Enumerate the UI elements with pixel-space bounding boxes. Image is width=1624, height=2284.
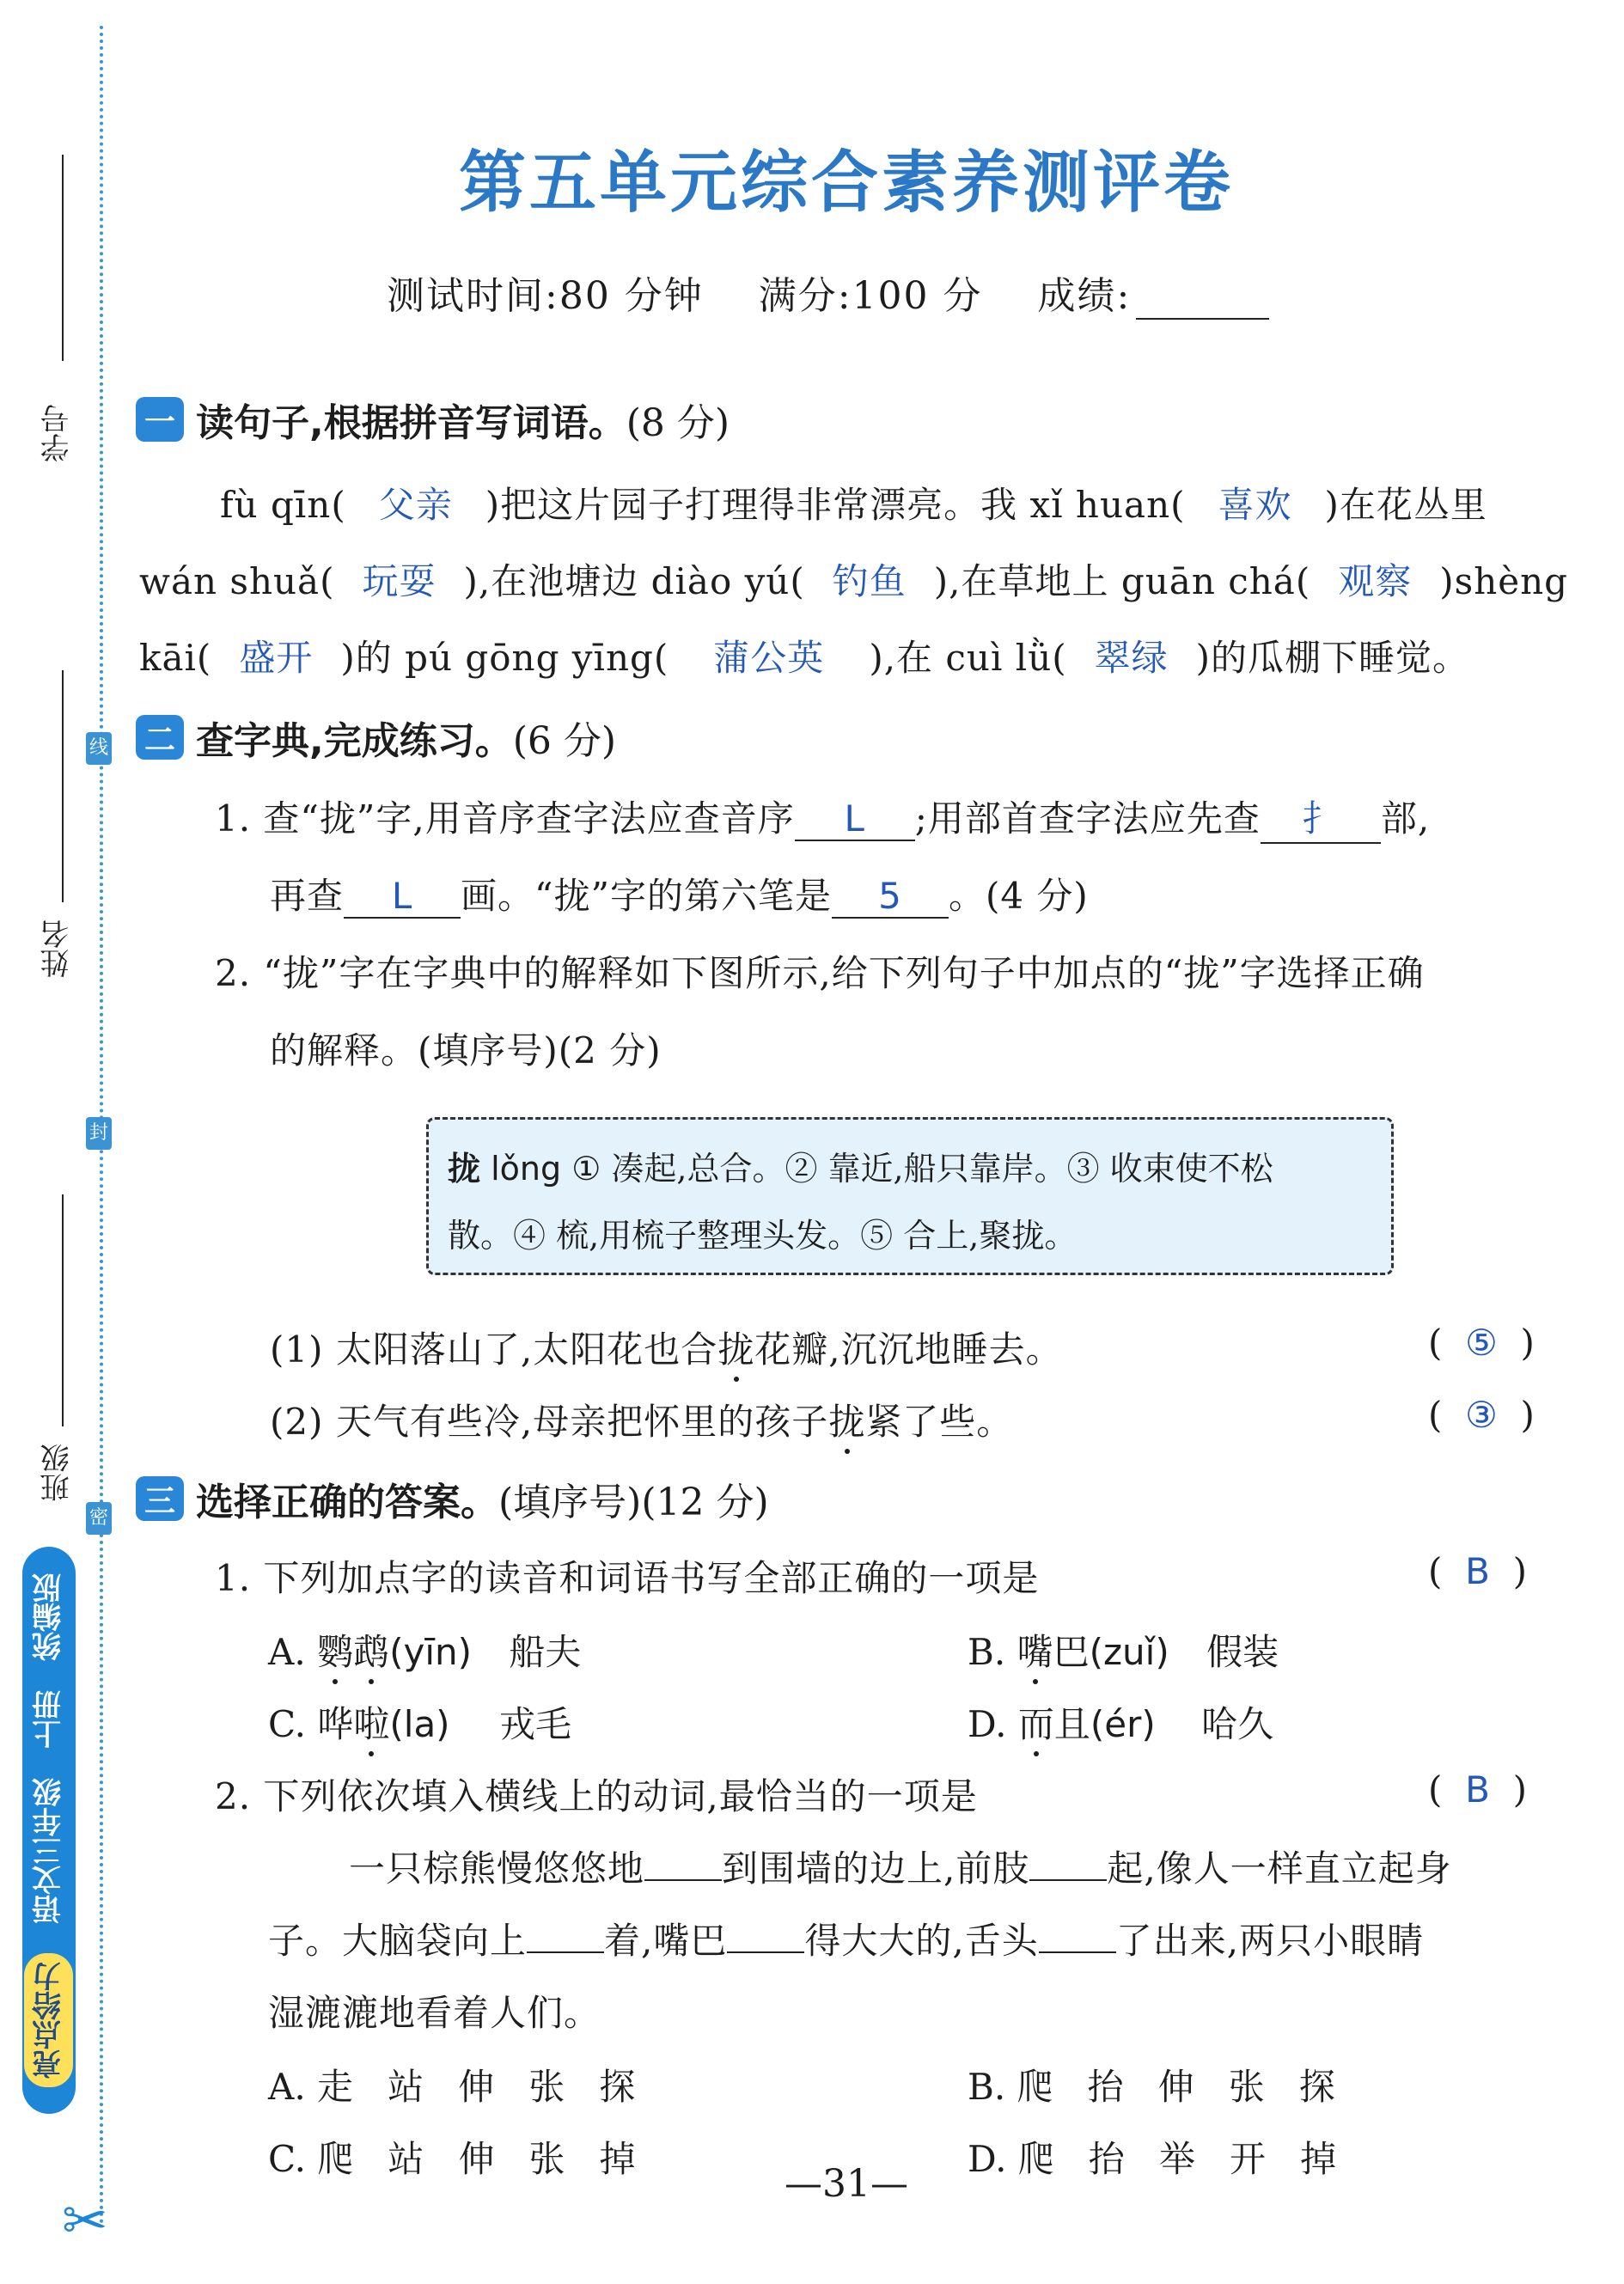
s3-q1-c-pinyin: (la) — [389, 1703, 450, 1745]
section-1-points: (8 分) — [626, 401, 730, 445]
name-line — [62, 670, 64, 902]
s2-q1-text-b: ;用部首查字法应先查 — [914, 797, 1261, 840]
s3-q2-passage-line-1 — [349, 1841, 1452, 1892]
s1-l2-text-b: ),在池塘边 diào yú( — [463, 560, 805, 602]
test-info-text: 测试时间:80 分钟 满分:100 分 成绩: — [387, 274, 1132, 318]
s3-q2-p1-text-b: 到围墙的边上,前肢 — [722, 1847, 1030, 1890]
s3-q2-passage-line-3: 湿漉漉地看着人们。 — [268, 1992, 601, 2034]
s2-q1-text-e: 画。“拢”字的第六笔是 — [461, 875, 832, 917]
s2-sub1-answer: ⑤ — [1465, 1322, 1498, 1364]
dict-meanings-1: ① 凑起,总合。② 靠近,船只靠岸。③ 收束使不松 — [571, 1150, 1273, 1188]
s1-l3-text-c: ),在 cuì lǜ( — [869, 637, 1067, 679]
scissors-icon: ✂ — [62, 2189, 108, 2253]
s3-q1-option-d — [968, 1696, 1273, 1748]
s3-q2-p2-text-a: 子。大脑袋向上 — [268, 1920, 528, 1962]
dictionary-entry-box — [426, 1117, 1394, 1275]
dict-meanings-2: 散。④ 梳,用梳子整理头发。⑤ 合上,聚拢。 — [448, 1217, 1078, 1255]
student-id-line — [62, 155, 64, 361]
section-3-points: (填序号)(12 分) — [498, 1481, 769, 1524]
s3-q1-d-char2: 且 — [1053, 1703, 1090, 1745]
s2-q1-answer-bushou: 扌 — [1261, 791, 1381, 844]
s3-q2-blank-2 — [1029, 1845, 1107, 1881]
s1-answer-wanshua: 玩耍 — [362, 560, 437, 602]
s3-q1-b-char2: 巴 — [1053, 1631, 1090, 1673]
s2-q1-text-d: 再查 — [270, 875, 345, 917]
s1-l1-text-a: fù qīn( — [220, 484, 346, 526]
s3-q1-b-label: B. — [968, 1631, 1006, 1673]
s3-q2-option-b: B. 爬 抬 伸 张 探 — [968, 2066, 1335, 2108]
s2-sub2-answer: ③ — [1465, 1394, 1498, 1436]
section-2-number: 二 — [136, 715, 184, 760]
test-info — [387, 265, 1269, 320]
s1-answer-diaoyu: 钓鱼 — [832, 560, 907, 602]
s3-q1-b-word: 假装 — [1206, 1631, 1279, 1673]
s1-answer-cuilv: 翠绿 — [1094, 637, 1169, 679]
brand-label: 亮点给力 — [25, 1953, 74, 2087]
s3-q1-d-pinyin: (ér) — [1090, 1703, 1156, 1745]
section-2-title: 查字典,完成练习。 — [196, 719, 513, 763]
s1-l2-text-c: ),在草地上 guān chá( — [933, 560, 1311, 602]
edition-version: 统编版 — [32, 1573, 67, 1661]
page-number: —31— — [785, 2162, 908, 2206]
s1-l1-text-c: )在花丛里 — [1324, 484, 1487, 526]
edition-grade: 语文三年级 — [32, 1778, 67, 1924]
s1-l1-text-b: )把这片园子打理得非常漂亮。我 xǐ huan( — [485, 484, 1186, 526]
s1-answer-fuqin: 父亲 — [378, 484, 453, 526]
edition-badge — [22, 1547, 76, 2114]
s1-answer-guancha: 观察 — [1338, 560, 1413, 602]
dict-pinyin: lǒng — [491, 1150, 562, 1188]
s2-sub2-text-a: (2) 天气有些冷,母亲把怀里的孩子 — [270, 1401, 829, 1443]
edition-volume: 上册 — [32, 1690, 67, 1749]
s3-q2-answer: B — [1465, 1768, 1490, 1811]
s2-sub1-answer-bracket: ( ⑤ ) — [1428, 1322, 1535, 1364]
s3-q1-option-b — [968, 1624, 1279, 1676]
s3-q1-c-label: C. — [268, 1703, 306, 1745]
s3-q1-a-pinyin: (yīn) — [389, 1631, 472, 1673]
s1-line-3 — [139, 630, 1469, 681]
bind-mark-seal: 封 — [86, 1117, 112, 1150]
s2-sub-2 — [270, 1394, 1013, 1445]
s3-q2-blank-5 — [1039, 1917, 1116, 1953]
s3-q1-answer: B — [1465, 1550, 1490, 1592]
s3-q1-c-word: 戎毛 — [498, 1703, 571, 1745]
s2-q1-line-2 — [270, 868, 1089, 919]
s3-q1-c-char1: 哗 — [317, 1703, 354, 1745]
s3-q2-p2-text-d: 了出来,两只小眼睛 — [1115, 1920, 1425, 1962]
s3-q1-option-c — [268, 1696, 571, 1748]
class-line — [62, 1194, 64, 1426]
s2-q2-line-1: 2. “拢”字在字典中的解释如下图所示,给下列句子中加点的“拢”字选择正确 — [215, 952, 1425, 994]
s3-q1-d-label: D. — [968, 1703, 1007, 1745]
score-blank — [1136, 284, 1269, 320]
name-label: 姓名 — [40, 919, 75, 978]
s1-l3-text-a: kāi( — [139, 637, 212, 679]
s2-q1-text-f: 。(4 分) — [948, 875, 1089, 917]
s1-answer-xihuan: 喜欢 — [1218, 484, 1292, 526]
s3-q1-b-char1: 嘴 — [1017, 1624, 1053, 1676]
s3-q1-d-char1: 而 — [1018, 1696, 1054, 1748]
dict-line-1 — [448, 1135, 1372, 1202]
s1-answer-shengkai: 盛开 — [239, 637, 314, 679]
s2-sub1-dotted-char: 拢 — [717, 1322, 754, 1373]
student-id-label: 学号 — [40, 404, 75, 462]
section-3-heading — [136, 1471, 769, 1526]
section-1-heading — [136, 392, 730, 447]
s2-sub2-dotted-char: 拢 — [828, 1394, 865, 1445]
s3-q2-option-c: C. 爬 站 伸 张 掉 — [268, 2138, 636, 2180]
bind-mark-secret: 密 — [86, 1502, 112, 1535]
s2-q1-answer-hua: L — [344, 875, 461, 919]
s3-q1-answer-bracket: ( B ) — [1428, 1550, 1528, 1592]
s3-q2-passage-line-2 — [268, 1913, 1424, 1964]
s3-q1-b-pinyin: (zuǐ) — [1089, 1631, 1169, 1673]
s3-q1-c-char2: 啦 — [353, 1696, 389, 1748]
s3-q2-blank-1 — [644, 1845, 722, 1881]
section-2-points: (6 分) — [512, 719, 617, 763]
s3-q1-a-char1: 鹦 — [317, 1624, 353, 1676]
s3-q2-blank-3 — [527, 1917, 604, 1953]
s2-q1-answer-bishun: 5 — [832, 875, 949, 919]
s3-q2-p1-text-a: 一只棕熊慢悠悠地 — [349, 1847, 645, 1890]
s3-q1-d-word: 哈久 — [1201, 1703, 1274, 1745]
s2-sub1-text-b: 花瓣,沉沉地睡去。 — [754, 1328, 1063, 1371]
bind-mark-line: 线 — [86, 732, 112, 765]
s1-l3-text-b: )的 pú gōng yīng( — [340, 637, 669, 679]
s3-q2-stem: 2. 下列依次填入横线上的动词,最恰当的一项是 — [215, 1775, 978, 1817]
s1-l2-text-d: )shèng — [1439, 560, 1569, 602]
s3-q1-a-label: A. — [268, 1631, 306, 1673]
s2-sub1-text-a: (1) 太阳落山了,太阳花也合 — [270, 1328, 718, 1371]
section-1-number: 一 — [136, 397, 184, 442]
section-3-number: 三 — [136, 1476, 184, 1521]
s3-q2-p2-text-c: 得大大的,舌头 — [804, 1920, 1039, 1962]
s3-q2-option-d: D. 爬 抬 举 开 掉 — [968, 2138, 1337, 2180]
s3-q2-answer-bracket: ( B ) — [1428, 1768, 1528, 1811]
s1-line-2 — [139, 553, 1568, 605]
section-1-title: 读句子,根据拼音写词语。 — [196, 401, 626, 445]
s3-q1-a-char2: 鹉 — [353, 1624, 389, 1676]
s3-q2-blank-4 — [727, 1917, 804, 1953]
s1-answer-pugongying: 蒲公英 — [713, 637, 825, 679]
s1-l2-text-a: wán shuǎ( — [139, 560, 335, 602]
s2-q2-line-2: 的解释。(填序号)(2 分) — [270, 1029, 662, 1072]
page-title: 第五单元综合素养测评卷 — [458, 144, 1234, 222]
s3-q1-a-word: 船夫 — [509, 1631, 582, 1673]
s3-q1-option-a — [268, 1624, 581, 1676]
s3-q1-stem: 1. 下列加点字的读音和词语书写全部正确的一项是 — [215, 1557, 1040, 1599]
s2-sub2-answer-bracket: ( ③ ) — [1428, 1394, 1535, 1436]
dict-char: 拢 — [448, 1149, 481, 1188]
s2-q1-text-c: 部, — [1380, 797, 1431, 840]
s3-q2-p2-text-b: 着,嘴巴 — [604, 1920, 728, 1962]
s3-q2-p1-text-c: 起,像人一样直立起身 — [1107, 1847, 1452, 1890]
s1-line-1 — [220, 477, 1487, 528]
section-2-heading — [136, 710, 616, 765]
s1-l3-text-d: )的瓜棚下睡觉。 — [1195, 637, 1470, 679]
s2-q1-text-a: 1. 查“拢”字,用音序查字法应查音序 — [215, 797, 795, 840]
s2-q1-line-1 — [215, 791, 1430, 844]
s2-q1-answer-yinxu: L — [795, 797, 915, 841]
section-3-title: 选择正确的答案。 — [196, 1481, 498, 1524]
s2-sub-1 — [270, 1322, 1063, 1373]
s2-sub2-text-b: 紧了些。 — [865, 1401, 1014, 1443]
s3-q2-option-a: A. 走 站 伸 张 探 — [268, 2066, 636, 2108]
class-label: 班级 — [40, 1444, 75, 1502]
